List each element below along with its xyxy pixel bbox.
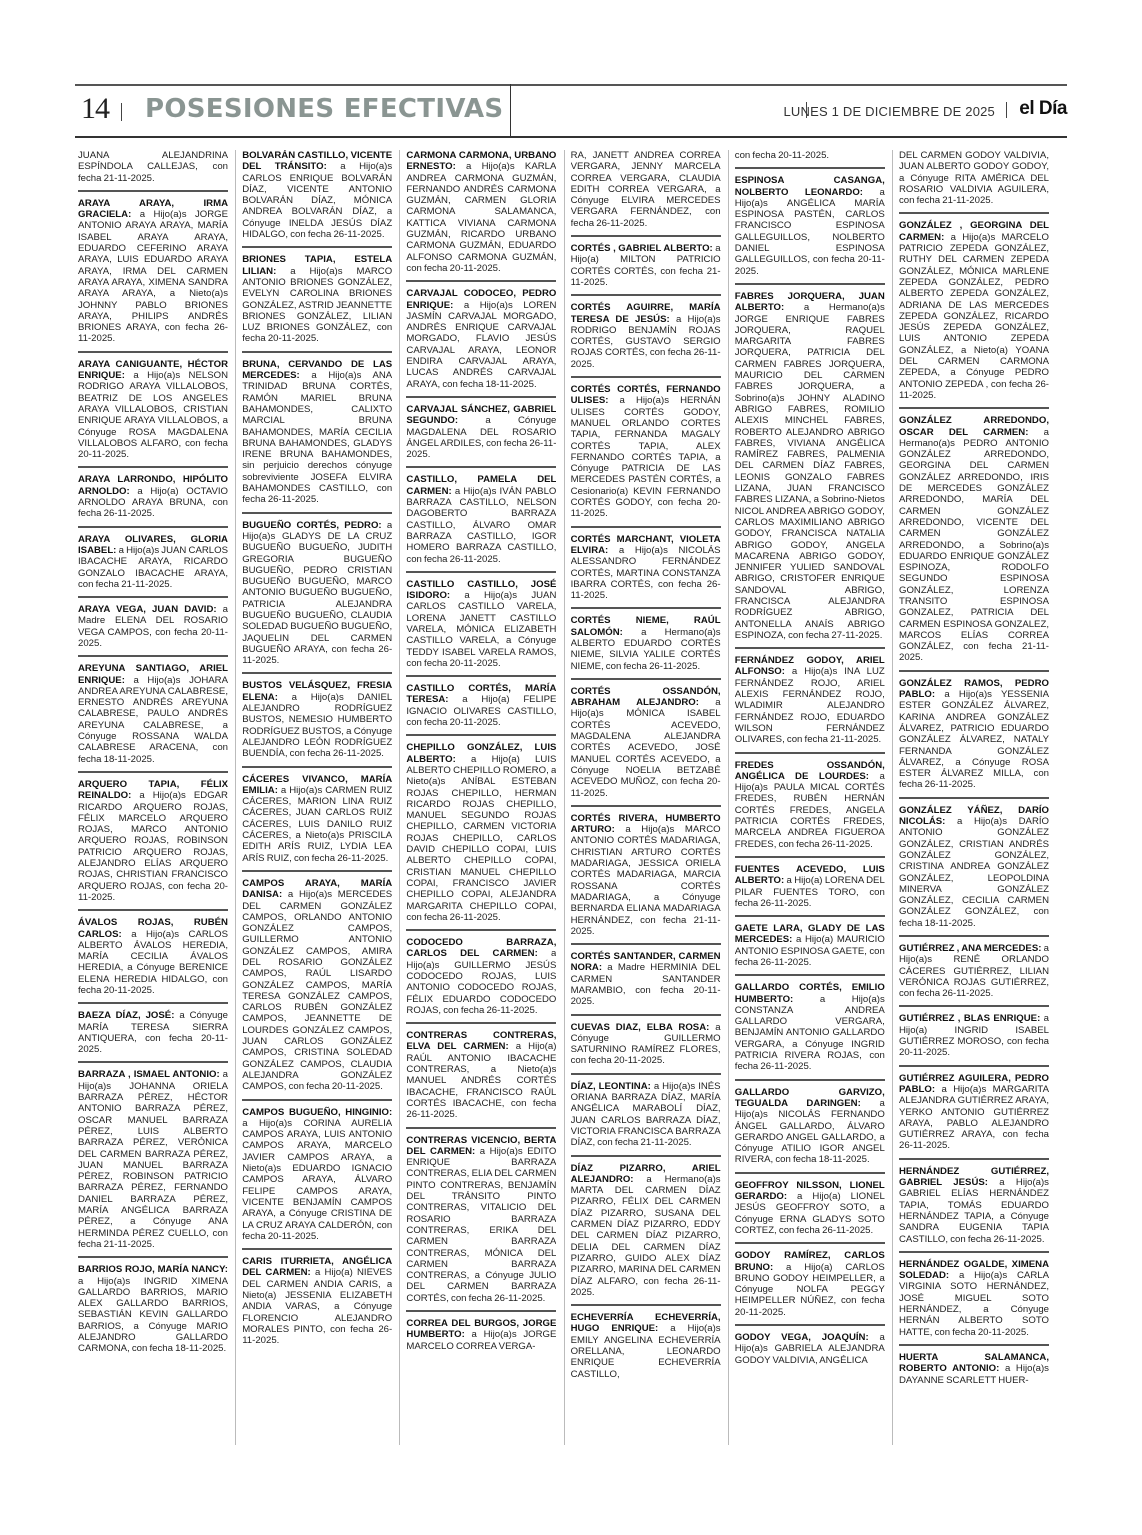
heirs-text: a Hijo(a)s NICOLÁS ALESSANDRO FERNÁNDEZ CORTÉS, MARTINA CONSTANZA IBARRA CORTÉS, con fecha 26-11-2025. (570, 544, 721, 602)
notice-entry (899, 150, 1049, 214)
notice-entry (242, 254, 392, 352)
deceased-name: BRUNA, CERVANDO DE LAS MERCEDES: (242, 358, 393, 382)
deceased-name: GONZÁLEZ , GEORGINA DEL CARMEN: (899, 220, 1049, 243)
column-6 (899, 150, 1049, 1450)
deceased-name: CASTILLO, PAMELA DEL CARMEN: (406, 474, 557, 497)
heirs-text: a Hijo(a) NIEVES DEL CARMEN ANDIA CARIS, a Nieto(a) JESSENIA ELIZABETH ANDIA VARAS, a Cónyuge FLORENCIO ALEJANDRO MORALES PINTO, con fecha 26-11-2025. (242, 1267, 393, 1347)
deceased-name: ÁVALOS ROJAS, RUBÉN CARLOS: (78, 917, 228, 940)
heirs-text: a Hijo(a) RAÚL ANTONIO IBACACHE CONTRERAS, a Nieto(a)s MANUEL ANDRÉS CORTÉS IBACACHE, FRANCISCO RAÚL CORTÉS IBACACHE, con fecha 26-11-2025. (406, 1041, 557, 1121)
notice-entry (406, 1318, 556, 1358)
heirs-text: a Hijo(a) CARLOS BRUNO GODOY HEIMPELLER, a Cónyuge NOLFA PEGGY HEIMPELLER NÚÑEZ, con fecha 20-11-2025. (734, 1261, 885, 1318)
deceased-name: CÁCERES VIVANCO, MARÍA EMILIA: (242, 773, 393, 796)
deceased-name: CORTÉS AGUIRRE, MARÍA TERESA DE JESÚS: (570, 302, 721, 325)
deceased-name: GONZÁLEZ RAMOS, PEDRO PABLO: (899, 677, 1049, 701)
column-3 (406, 150, 556, 1450)
heirs-text: a Hijo(a)s KARLA ANDREA CARMONA GUZMÁN, FERNANDO ANDRÉS CARMONA GUZMÁN, CARMEN GLORIA CARMONA SALAMANCA, KATTICA VIVIANA CARMONA GUZMÁN, RICARDO URBANO CARMONA GUZMÁN, EDUARDO ALFONSO CARMONA GUZMÁN, con fecha 20-11-2025. (406, 161, 557, 274)
deceased-name: HERNÁNDEZ GUTIÉRREZ, GABRIEL JESÚS: (899, 1165, 1049, 1189)
deceased-name: GEOFFROY NILSSON, LIONEL GERARDO: (734, 1179, 885, 1203)
heirs-text: a Hijo(a)s MERCEDES DEL CARMEN GONZÁLEZ CAMPOS, ORLANDO ANTONIO GONZÁLEZ CAMPOS, GUILLERMO ANTONIO GONZÁLEZ CAMPOS, AMIRA DEL ROSARIO GONZÁLEZ CAMPOS, RAÚL LISARDO GONZÁLEZ CAMPOS, MARÍA TERESA GONZÁLEZ CAMPOS, CARLOS RUBÉN GONZÁLEZ CAMPOS, JEANNETTE DE LOURDES GONZÁLEZ CAMPOS, JUAN CARLOS GONZÁLEZ CAMPOS, CRISTINA SOLEDAD GONZÁLEZ CAMPOS, CLAUDIA ALEJANDRA GONZÁLEZ CAMPOS, con fecha 20-11-2025. (242, 889, 393, 1093)
heirs-text: a Hermano(a)s ALBERTO EDUARDO CORTÉS NIEME, SILVIA YALILE CORTÉS NIEME, con fecha 26-11-2025. (570, 626, 721, 672)
deceased-name: FERNÁNDEZ GODOY, ARIEL ALFONSO: (734, 655, 885, 678)
notice-entry (78, 1264, 228, 1360)
deceased-name: CORTÉS , GABRIEL ALBERTO: (570, 243, 713, 255)
notice-entry (406, 1135, 556, 1312)
notice-entry (735, 1250, 885, 1326)
notice-entry (242, 1107, 392, 1251)
issue-date: LUNES 1 DE DICIEMBRE DE 2025 (783, 104, 995, 119)
column-divider (564, 150, 565, 1445)
notice-entry (406, 937, 556, 1024)
heirs-text: a Hijo(a)s NICOLÁS FERNANDO ÁNGEL GALLARDO, ÁLVARO GERARDO ANGEL GALLARDO, a Cónyuge ATILIO IGOR ANGEL RIVERA, con fecha 18-11-2025. (734, 1097, 885, 1166)
notice-entry (735, 864, 885, 917)
column-divider (235, 150, 236, 1445)
heirs-text: a Hermano(a)s MARTA DEL CARMEN DÍAZ PIZARRO, FÉLIX DEL CARMEN DÍAZ PIZARRO, SUSANA DEL CARMEN DÍAZ PIZARRO, EDDY DEL CARMEN DÍAZ PIZARRO, DELIA DEL CARMEN DÍAZ PIZARRO, GUIDO ALEX DÍAZ PIZARRO, MARINA DEL CARMEN DÍAZ ALFARO, con fecha 26-11-2025. (570, 1173, 721, 1298)
heirs-text: a Hijo(a)s EDITO ENRIQUE BARRAZA CONTRERAS, ELIA DEL CARMEN PINTO CONTRERAS, BENJAMÍN DEL TRÁNSITO PINTO CONTRERAS, VITALICIO DEL ROSARIO BARRAZA CONTRERAS, ERIKA DEL CARMEN BARRAZA CONTRERAS, MÓNICA DEL CARMEN BARRAZA CONTRERAS, a Cónyuge JULIO DEL CARMEN BARRAZA CORTÉS, con fecha 26-11-2025. (406, 1145, 557, 1304)
heirs-text: a Hijo(a) OCTAVIO ARNOLDO ARAYA BRUNA, con fecha 26-11-2025. (78, 485, 228, 520)
heirs-text: a Hijo(a)s JUAN CARLOS IBACACHE ARAYA, RICARDO GONZALO IBACACHE ARAYA, con fecha 21-11-2025. (78, 544, 228, 590)
notice-entry (406, 742, 556, 931)
brand-divider (1006, 102, 1007, 118)
heirs-text: a Hijo(a)s ANGÉLICA MARÍA ESPINOSA PASTÉN, CARLOS FRANCISCO ESPINOSA GALLEGUILLOS, NOLBERTO DANIEL ESPINOSA GALLEGUILLOS, con fecha 20-11-2025. (734, 186, 885, 277)
heirs-text: a Hijo(a)s YESSENIA ESTER GONZÁLEZ ÁLVAREZ, KARINA ANDREA GONZÁLEZ ÁLVAREZ, PATRICIO EDUARDO GONZÁLEZ ÁLVAREZ, NATALY FERNANDA GONZÁLEZ ÁLVAREZ, a Cónyuge ROSA ESTER ÁLVAREZ MILLA, con fecha 26-11-2025. (899, 689, 1049, 791)
notice-entry (735, 760, 885, 858)
notice-entry (78, 150, 228, 192)
notice-entry (78, 663, 228, 773)
heirs-text: a Hijo(a)s JUAN CARLOS CASTILLO VARELA, LORENA JANETT CASTILLO VARELA, MÓNICA ELIZABETH CASTILLO VARELA, a Cónyuge TEDDY ISABEL VARELA RAMOS, con fecha 20-11-2025. (406, 590, 557, 669)
notice-entry (899, 1013, 1049, 1066)
deceased-name: AREYUNA SANTIAGO, ARIEL ENRIQUE: (78, 663, 228, 686)
heirs-text: a Hijo(a)s DARÍO ANTONIO GONZÁLEZ GONZÁLEZ, CRISTIAN ANDRÉS GONZÁLEZ GONZÁLEZ, CRISTINA ANDREA GONZÁLEZ GONZÁLEZ, LEOPOLDINA MINERVA GONZÁLEZ GONZÁLEZ, CECILIA CARMEN GONZÁLEZ GONZÁLEZ, con fecha 18-11-2025. (899, 816, 1049, 929)
heirs-text: a Hermano(a)s JORGE ENRIQUE FABRES JORQUERA, RAQUEL MARGARITA FABRES JORQUERA, PATRICIA DEL CARMEN FABRES JORQUERA, MAURICIO DEL CARMEN FABRES JORQUERA, a Sobrino(a)s JOHNY ALADINO ABRIGO FABRES, ROMILIO ALEXIS MINCHEL FABRES, ROBERTO ALEJANDRO ABRIGO FABRES, VIVIANA ANGÉLICA RAMÍREZ FABRES, PALMENIA DEL CARMEN DÍAZ FABRES, LEONIS GONZALO FABRES LIZANA, JUAN FRANCISCO FABRES LIZANA, a Sobrino-Nietos NICOL ANDREA ABRIGO GODOY, CARLOS MAXIMILIANO ABRIGO GODOY, FRANCISCA NATALIA ABRIGO GODOY, ANGELA MACARENA ABRIGO GODOY, JENNIFER YULIED SANDOVAL ABRIGO, CRISTOFER ENRIQUE SANDOVAL ABRIGO, FRANCISCA ALEJANDRA RODRÍGUEZ ABRIGO, ANTONELLA ANAÍS ABRIGO ESPINOZA, con fecha 27-11-2025. (734, 302, 885, 641)
notice-entry (899, 805, 1049, 937)
heirs-text: a Hijo(a)s GABRIEL ELÍAS HERNÁNDEZ TAPIA, TOMÁS EDUARDO HERNÁNDEZ TAPIA, a Cónyuge SANDRA EUGENIA TAPIA CASTILLO, con fecha 26-11-2025. (899, 1177, 1049, 1245)
deceased-name: CORTÉS CORTÉS, FERNANDO ULISES: (570, 384, 721, 407)
notice-entry (406, 579, 556, 677)
notice-entry (78, 1010, 228, 1063)
deceased-name: CARVAJAL CODOCEO, PEDRO ENRIQUE: (406, 288, 557, 311)
heirs-text: a Hijo(a)s GLADYS DE LA CRUZ BUGUEÑO BUGUEÑO, JUDITH GREGORIA BUGUEÑO BUGUEÑO, PEDRO CRISTIAN BUGUEÑO BUGUEÑO, MARCO ANTONIO BUGUEÑO BUGUEÑO, PATRICIA ALEJANDRA BUGUEÑO BUGUEÑO, CLAUDIA SOLEDAD BUGUEÑO BUGUEÑO, JAQUELIN DEL CARMEN BUGUEÑO ARAYA, con fecha 26-11-2025. (242, 519, 393, 667)
newspaper-logo: el Día (1019, 98, 1067, 119)
deceased-name: ARAYA LARRONDO, HIPÓLITO ARNOLDO: (78, 474, 228, 497)
deceased-name: GONZÁLEZ ARREDONDO, OSCAR DEL CARMEN: (899, 415, 1049, 438)
deceased-name: BOLVARÁN CASTILLO, VICENTE DEL TRÁNSITO: (242, 150, 393, 173)
notice-entry (78, 474, 228, 527)
notice-entry (899, 1166, 1049, 1253)
deceased-name: GALLARDO GARVIZO, TEGUALDA DARINGEN: (734, 1086, 885, 1109)
notice-entry (735, 291, 885, 649)
column-divider (892, 150, 893, 1445)
heirs-text: a Hijo(a) MAURICIO ANTONIO ESPINOSA GAETE, con fecha 26-11-2025. (734, 934, 885, 968)
heirs-text: a Cónyuge MARÍA TERESA SIERRA ANTIQUERA, con fecha 20-11-2025. (78, 1010, 228, 1056)
notice-entry (242, 1256, 392, 1352)
notice-entry (571, 813, 721, 945)
header-divider (121, 103, 122, 121)
notice-entry (899, 415, 1049, 672)
deceased-name: FUENTES ACEVEDO, LUIS ALBERTO: (734, 863, 885, 887)
column-1 (78, 150, 228, 1450)
deceased-name: CODOCEDO BARRAZA, CARLOS DEL CARMEN: (406, 937, 557, 960)
notice-entry (899, 1352, 1049, 1392)
heirs-text: a Hijo(a)s CARLOS ENRIQUE BOLVARÁN DÍAZ, VICENTE ANTONIO BOLVARÁN DÍAZ, MÓNICA ANDREA BOLVARÁN DÍAZ, a Cónyuge INELDA JESÚS DÍAZ HIDALGO, con fecha 26-11-2025. (242, 161, 393, 241)
deceased-name: CONTRERAS VICENCIO, BERTA DEL CARMEN: (406, 1134, 557, 1157)
column-divider (399, 150, 400, 1445)
notice-entry (735, 1087, 885, 1174)
notice-entry (571, 1081, 721, 1157)
notice-entry (78, 359, 228, 469)
heirs-text: a Hijo(a)s EMILY ANGELINA ECHEVERRÍA ORELLANA, LEONARDO ENRIQUE ECHEVERRÍA CASTILLO, (570, 1323, 721, 1380)
heirs-text: a Cónyuge MAGDALENA DEL ROSARIO ÁNGEL ARDILES, con fecha 26-11-2025. (406, 415, 557, 461)
notice-entry (571, 384, 721, 528)
notice-entry (78, 779, 228, 911)
deceased-name: BAEZA DÍAZ, JOSÉ: (78, 1010, 175, 1022)
notice-entry (406, 404, 556, 468)
heirs-text: a Madre HERMINIA DEL CARMEN SANTANDER MARAMBIO, con fecha 20-11-2025. (570, 962, 721, 1008)
deceased-name: CHEPILLO GONZÁLEZ, LUIS ALBERTO: (406, 742, 557, 765)
deceased-name: CARVAJAL SÁNCHEZ, GABRIEL SEGUNDO: (406, 403, 557, 427)
column-5 (735, 150, 885, 1450)
notice-entry (242, 774, 392, 872)
notice-entry (242, 520, 392, 675)
heirs-text: a Hijo(a)s MARCO ANTONIO BRIONES GONZÁLEZ, EVELYN CAROLINA BRIONES GONZÁLEZ, ASTRID JEANNETTE BRIONES GONZÁLEZ, LILIAN LUZ BRIONES GONZÁLEZ, con fecha 20-11-2025. (242, 265, 393, 345)
notice-entry (899, 1259, 1049, 1346)
heirs-text: a Hijo(a)s CARLA VIRGINIA SOTO HERNÁNDEZ, JOSÉ MIGUEL SOTO HERNÁNDEZ, a Cónyuge HERNÁN ALBERTO SOTO HATTE, con fecha 20-11-2025. (899, 1270, 1049, 1338)
notice-entry (406, 474, 556, 572)
notice-entry (571, 951, 721, 1015)
heirs-text: a Hijo(a)s INÉS ORIANA BARRAZA DÍAZ, MARÍA ANGÉLICA MARABOLÍ DÍAZ, JUAN CARLOS BARRAZA DÍAZ, VICTORIA FRANCISCA BARRAZA DÍAZ, con fecha 21-11-2025. (570, 1080, 721, 1149)
notice-entry (899, 678, 1049, 799)
notice-entry (571, 534, 721, 610)
column-4 (571, 150, 721, 1450)
heirs-text: a Hijo(a)s IVÁN PABLO BARRAZA CASTILLO, NELSON DAGOBERTO BARRAZA CASTILLO, ÁLVARO OMAR BARRAZA CASTILLO, IGOR HOMERO BARRAZA CASTILLO, con fecha 26-11-2025. (406, 485, 557, 565)
heirs-text: a Hijo(a)s CORINA AURELIA CAMPOS ARAYA, LUIS ANTONIO CAMPOS ARAYA, MARCELO JAVIER CAMPOS ARAYA, a Nieto(a)s EDUARDO IGNACIO CAMPOS ARAYA, ÁLVARO FELIPE CAMPOS ARAYA, VICENTE BENJAMÍN CAMPOS ARAYA, a Cónyuge CRISTINA DE LA CRUZ ARAYA CALDERÓN, con fecha 20-11-2025. (242, 1117, 393, 1242)
heirs-text: a Cónyuge GUILLERMO SATURNINO RAMÍREZ FLORES, con fecha 20-11-2025. (570, 1021, 721, 1067)
notice-entry (78, 534, 228, 598)
deceased-name: CONTRERAS CONTRERAS, ELVA DEL CARMEN: (406, 1030, 557, 1053)
heirs-text: a Hijo(a)s JOHANNA ORIELA BARRAZA PÉREZ, HÉCTOR ANTONIO BARRAZA PÉREZ, OSCAR MANUEL BARRAZA PÉREZ, LUIS ALBERTO BARRAZA PÉREZ, VERÓNICA DEL CARMEN BARRAZA PÉREZ, JUAN MANUEL BARRAZA PÉREZ, ROBINSON PATRICIO BARRAZA PÉREZ, FERNANDO DANIEL BARRAZA PÉREZ, MARÍA ANGÉLICA BARRAZA PÉREZ, a Cónyuge ANA HERMINDA PÉREZ CUELLO, con fecha 21-11-2025. (78, 1069, 228, 1250)
notice-entry (242, 878, 392, 1101)
heirs-text: con fecha 20-11-2025. (734, 150, 830, 161)
deceased-name: ESPINOSA CASANGA, NOLBERTO LEONARDO: (734, 175, 885, 198)
heirs-text: a Hijo(a) LUIS ALBERTO CHEPILLO ROMERO, a Nieto(a)s ANÍBAL ESTEBAN ROJAS CHEPILLO, HERMAN RICARDO ROJAS CHEPILLO, MANUEL SEGUNDO ROJAS CHEPILLO, CARMEN VICTORIA ROJAS CHEPILLO, CARLOS DAVID CHEPILLO COPAI, LUIS ALBERTO CHEPILLO COPAI, CRISTIAN MANUEL CHEPILLO COPAI, FRANCISCO JAVIER CHEPILLO COPAI, ALEJANDRA MARGARITA CHEPILLO COPAI, con fecha 26-11-2025. (406, 753, 557, 923)
heirs-text: JUANA ALEJANDRINA ESPÍNDOLA CALLEJAS, con fecha 21-11-2025. (78, 150, 228, 184)
heirs-text: a Hermano(a)s PEDRO ANTONIO GONZÁLEZ ARREDONDO, GEORGINA DEL CARMEN GONZÁLEZ ARREDONDO, IRIS DE MERCEDES GONZÁLEZ ARREDONDO, MARÍA DEL CARMEN GONZÁLEZ ARREDONDO, VICENTE DEL CARMEN GONZÁLEZ ARREDONDO, a Sobrino(a)s EDUARDO ENRIQUE GONZÁLEZ ESPINOZA, RODOLFO SEGUNDO ESPINOSA GONZÁLEZ, LORENZA TRANSITO ESPINOSA GONZALEZ, PATRICIA DEL CARMEN ESPINOSA GONZALEZ, MARCOS ELÍAS CORREA GONZÁLEZ, con fecha 21-11-2025. (899, 426, 1049, 664)
deceased-name: CORTÉS RIVERA, HUMBERTO ARTURO: (570, 812, 721, 836)
heirs-text: a Hijo(a)s GABRIELA ALEJANDRA GODOY VALDIVIA, ANGÉLICA (734, 1332, 885, 1366)
deceased-name: CASTILLO CORTÉS, MARÍA TERESA: (406, 683, 557, 706)
notice-entry (571, 243, 721, 296)
heirs-text: a Madre ELENA DEL ROSARIO VEGA CAMPOS, con fecha 20-11-2025. (78, 604, 228, 649)
column-divider (728, 150, 729, 1445)
heirs-text: a Hijo(a)s INA LUZ FERNÁNDEZ ROJO, ARIEL ALEXIS FERNÁNDEZ ROJO, WLADIMIR ALEJANDRO FERNÁNDEZ ROJO, EDUARDO WILSON FERNÁNDEZ OLIVARES, con fecha 21-11-2025. (734, 666, 885, 746)
deceased-name: FREDES OSSANDÓN, ANGÉLICA DE LOURDES: (734, 759, 885, 782)
heirs-text: a Hijo(a)s RODRIGO BENJAMÍN ROJAS CORTÉS, GUSTAVO SERGIO ROJAS CORTÉS, con fecha 26-11-2025. (570, 313, 721, 370)
deceased-name: DÍAZ, LEONTINA: (570, 1080, 651, 1092)
notice-entry (406, 1030, 556, 1128)
deceased-name: CORTÉS SANTANDER, CARMEN NORA: (570, 951, 721, 974)
notice-entry (406, 288, 556, 398)
heirs-text: a Hijo(a)s JORGE MARCELO CORREA VERGA- (406, 1329, 557, 1352)
heirs-text: a Hijo(a)s ANA TRINIDAD BRUNA CORTÉS, RAMÓN MARIEL BRUNA BAHAMONDES, CALIXTO MARCIAL BRUNA BAHAMONDES, MARÍA CECILIA BRUNA BAHAMONDES, GLADYS IRENE BRUNA BAHAMONDES, sin perjuicio derechos cónyuge sobreviviente JOSEFA ELVIRA BAHAMONDES CASTILLO, con fecha 26-11-2025. (242, 370, 393, 506)
page-header (75, 84, 1067, 138)
heirs-text: a Hijo(a)s INGRID XIMENA GALLARDO BARRIOS, MARIO ALEX GALLARDO BARRIOS, SEBASTIÁN KEVIN GALLARDO BARRIOS, a Cónyuge MARIO ALEJANDRO GALLARDO CARMONA, con fecha 18-11-2025. (78, 1275, 228, 1355)
heirs-text: a Hijo(a)s LOREN JASMÍN CARVAJAL MORGADO, ANDRÉS ENRIQUE CARVAJAL MORGADO, FLAVIO JESÚS CARVAJAL ARAYA, LEONOR ENDIRA CARVAJAL ARAYA, LUCAS ANDRÉS CARVAJAL ARAYA, con fecha 18-11-2025. (406, 299, 557, 390)
notice-entry (78, 917, 228, 1004)
deceased-name: HERNÁNDEZ OGALDE, XIMENA SOLEDAD: (899, 1258, 1049, 1282)
notice-entry (571, 302, 721, 378)
deceased-name: GONZÁLEZ YÁÑEZ, DARÍO NICOLÁS: (899, 804, 1049, 828)
heirs-text: a Hijo(a) MILTON PATRICIO CORTÉS CORTÉS, con fecha 21-11-2025. (570, 243, 721, 288)
deceased-name: BARRIOS ROJO, MARÍA NANCY: (78, 1264, 228, 1276)
heirs-text: RA, JANETT ANDREA CORREA VERGARA, JENNY MARCELA CORREA VERGARA, CLAUDIA EDITH CORREA VERGARA, a Cónyuge ELVIRA MERCEDES VERGARA FERNÁNDEZ, con fecha 26-11-2025. (570, 150, 721, 229)
deceased-name: BUGUEÑO CORTÉS, PEDRO: (242, 519, 382, 531)
deceased-name: GODOY VEGA, JOAQUÍN: (734, 1332, 869, 1344)
heirs-text: a Hijo(a)s RENÉ ORLANDO CÁCERES GUTIÉRREZ, LILIAN VERÓNICA ROJAS GUTIÉRREZ, con fecha 26-11-2025. (899, 943, 1049, 1000)
deceased-name: CORREA DEL BURGOS, JORGE HUMBERTO: (406, 1318, 557, 1341)
heirs-text: a Hijo(a)s MARGARITA ALEJANDRA GUTIÉRREZ ARAYA, YERKO ANTONIO GUTIÉRREZ ARAYA, PABLO ALEJANDRO GUTIÉRREZ ARAYA, con fecha 26-11-2025. (899, 1083, 1049, 1152)
notice-entry (242, 680, 392, 767)
deceased-name: CARMONA CARMONA, URBANO ERNESTO: (406, 150, 557, 173)
column-2 (242, 150, 392, 1450)
deceased-name: GALLARDO CORTÉS, EMILIO HUMBERTO: (734, 982, 885, 1005)
notice-columns (78, 150, 1068, 1450)
notice-entry (78, 198, 228, 353)
heirs-text: a Hijo(a)s CARMEN RUIZ CÁCERES, MARION LINA RUIZ CÁCERES, JUAN CARLOS RUIZ CÁCERES, LUIS DANILO RUIZ CÁCERES, a Nieto(a)s PRISCILA EDITH ARÍS RUIZ, LYDIA LEA ARÍS RUIZ, con fecha 26-11-2025. (242, 784, 393, 864)
deceased-name: FABRES JORQUERA, JUAN ALBERTO: (734, 290, 885, 314)
deceased-name: ECHEVERRÍA ECHEVERRÍA, HUGO ENRIQUE: (570, 1312, 721, 1335)
heirs-text: a Hijo(a)s EDGAR RICARDO ARQUERO ROJAS, FÉLIX MARCELO ARQUERO ROJAS, MARCO ANTONIO ARQUERO ROJAS, ROBINSON PATRICIO ARQUERO ROJAS, ALEJANDRO ELÍAS ARQUERO ROJAS, CHRISTIAN FRANCISCO ARQUERO ROJAS, con fecha 20-11-2025. (78, 790, 228, 903)
heirs-text: a Hijo(a)s DANIEL ALEJANDRO RODRÍGUEZ BUSTOS, NEMESIO HUMBERTO RODRÍGUEZ BUSTOS, a Cónyuge ALEJANDRO LEÓN RODRÍGUEZ BUENDÍA, con fecha 26-11-2025. (242, 691, 393, 760)
deceased-name: DÍAZ PIZARRO, ARIEL ALEJANDRO: (570, 1162, 721, 1185)
deceased-name: CORTÉS MARCHANT, VIOLETA ELVIRA: (570, 533, 721, 556)
deceased-name: CORTÉS NIEME, RAÚL SALOMÓN: (570, 615, 721, 638)
notice-entry (571, 1312, 721, 1386)
notice-entry (735, 175, 885, 285)
heirs-text: a Hijo(a)s MARCO ANTONIO CORTÉS MADARIAGA, CHRISTIAN ARTURO CORTÉS MADARIAGA, JESSICA ORIELA CORTÉS MADARIAGA, MARCIA ROSSANA CORTÉS MADARIAGA, a Cónyuge BERNARDA ELIANA MADARIAGA HERNÁNDEZ, con fecha 21-11-2025. (570, 824, 721, 937)
notice-entry (242, 150, 392, 248)
deceased-name: ARAYA VEGA, JUAN DAVID: (78, 604, 217, 616)
heirs-text: a Hijo(a)s PAULA MICAL CORTÉS FREDES, RUBÉN HERNÁN CORTÉS FREDES, ANGELA PATRICIA CORTÉS FREDES, MARCELA ANDREA FIGUEROA FREDES, con fecha 26-11-2025. (734, 770, 885, 850)
deceased-name: ARAYA ARAYA, IRMA GRACIELA: (78, 197, 228, 221)
header-vertical-rule (510, 84, 511, 136)
deceased-name: GODOY RAMÍREZ, CARLOS BRUNO: (734, 1250, 885, 1273)
deceased-name: ARAYA OLIVARES, GLORIA ISABEL: (78, 533, 228, 556)
notice-entry (899, 1073, 1049, 1160)
deceased-name: BARRAZA , ISMAEL ANTONIO: (78, 1069, 220, 1081)
heirs-text: a Hijo(a) FELIPE IGNACIO OLIVARES CASTILLO, con fecha 20-11-2025. (406, 694, 557, 729)
deceased-name: GAETE LARA, GLADY DE LAS MERCEDES: (734, 923, 885, 946)
heirs-text: a Hijo(a)s MÓNICA ISABEL CORTÉS ACEVEDO, MAGDALENA ALEJANDRA CORTÉS ACEVEDO, JOSÉ MANUEL CORTÉS ACEVEDO, a Cónyuge NOELIA BETZABÉ ACEVEDO MUÑOZ, con fecha 20-11-2025. (570, 697, 721, 799)
notice-entry (78, 1069, 228, 1258)
notice-entry (735, 1180, 885, 1244)
notice-entry (571, 150, 721, 237)
notice-entry (899, 943, 1049, 1007)
notice-entry (406, 683, 556, 736)
heirs-text: a Hijo(a) LIONEL JESÚS GEOFFROY SOTO, a Cónyuge ERNA GLADYS SOTO CORTEZ, con fecha 26-11-2025. (734, 1191, 885, 1236)
deceased-name: BRIONES TAPIA, ESTELA LILIAN: (242, 254, 393, 277)
heirs-text: a Hijo(a)s HERNÁN ULISES CORTÉS GODOY, MANUEL ORLANDO CORTES TAPIA, FERNANDA MAGALY CORTÉS TAPIA, ALEX FERNANDO CORTÉS TAPIA, a Cónyuge PATRICIA DE LAS MERCEDES PASTÉN CORTÉS, a Cesionario(a) KEVIN FERNANDO CORTÉS GODOY, con fecha 20-11-2025. (570, 395, 721, 520)
heirs-text: a Hijo(a)s JORGE ANTONIO ARAYA ARAYA, MARÍA ISABEL ARAYA ARAYA, EDUARDO CEFERINO ARAYA ARAYA, LUIS EDUARDO ARAYA ARAYA, IRMA DEL CARMEN ARAYA ARAYA, XIMENA SANDRA ARAYA ARAYA, a Nieto(a)s JOHNNY PABLO BRIONES ARAYA, PHILIPS ANDRÉS BRIONES ARAYA, con fecha 26-11-2025. (78, 209, 228, 345)
deceased-name: HUERTA SALAMANCA, ROBERTO ANTONIO: (899, 1351, 1049, 1375)
deceased-name: CAMPOS ARAYA, MARÍA DANISA: (242, 877, 393, 901)
heirs-text: a Hijo(a)s NELSON RODRIGO ARAYA VILLALOBOS, BEATRIZ DE LOS ANGELES ARAYA VILLALOBOS, CRISTIAN ENRIQUE ARAYA VILLALOBOS, a Cónyuge ROSA MAGDALENA VILLALOBOS ALFARO, con fecha 20-11-2025. (78, 370, 228, 461)
deceased-name: ARQUERO TAPIA, FÉLIX REINALDO: (78, 778, 228, 802)
deceased-name: GUTIÉRREZ , BLAS ENRIQUE: (899, 1013, 1041, 1025)
deceased-name: CORTÉS OSSANDÓN, ABRAHAM ALEJANDRO: (570, 685, 721, 709)
section-title: POSESIONES EFECTIVAS (145, 94, 504, 124)
heirs-text: a Hijo(a)s JOHARA ANDREA AREYUNA CALABRESE, ERNESTO ANDRÉS AREYUNA CALABRESE, PAULO ANDRÉS AREYUNA CALABRESE, a Cónyuge ROSSANA WALDA CALABRESE ARACENA, con fecha 18-11-2025. (78, 674, 228, 765)
notice-entry (735, 982, 885, 1080)
notice-entry (735, 923, 885, 976)
notice-entry (735, 1332, 885, 1372)
heirs-text: a Hijo(a)s GUILLERMO JESÚS CODOCEDO ROJAS, LUIS ANTONIO CODOCEDO ROJAS, FÉLIX EDUARDO CODOCEDO ROJAS, con fecha 26-11-2025. (406, 948, 557, 1016)
page-number: 14 (81, 92, 109, 125)
heirs-text: DEL CARMEN GODOY VALDIVIA, JUAN ALBERTO GODOY GODOY, a Cónyuge RITA AMÉRICA DEL ROSARIO VALDIVIA AGUILERA, con fecha 21-11-2025. (899, 150, 1049, 207)
deceased-name: GUTIÉRREZ , ANA MERCEDES: (899, 943, 1042, 954)
heirs-text: a Hijo(a) LORENA DEL PILAR FUENTES TORO, con fecha 26-11-2025. (734, 875, 885, 909)
heirs-text: a Hijo(a)s MARCELO PATRICIO ZEPEDA GONZÁLEZ, RUTHY DEL CARMEN ZEPEDA GONZÁLEZ, MÓNICA MARLENE ZEPEDA GONZÁLEZ, PEDRO ALBERTO ZEPEDA GONZÁLEZ, ADRIANA DE LAS MERCEDES ZEPEDA GONZÁLEZ, RICARDO JESÚS ZEPEDA GONZÁLEZ, LUIS ANTONIO ZEPEDA GONZÁLEZ, a Nieto(a) YOANA DEL CARMEN CARMONA ZEPEDA, a Cónyuge PEDRO ANTONIO ZEPEDA , con fecha 26-11-2025. (899, 231, 1049, 401)
notice-entry (78, 604, 228, 657)
deceased-name: CUEVAS DIAZ, ELBA ROSA: (570, 1021, 710, 1033)
deceased-name: CASTILLO CASTILLO, JOSÉ ISIDORO: (406, 578, 557, 602)
notice-entry (735, 150, 885, 169)
heirs-text: a Hijo(a) INGRID ISABEL GUTIÉRREZ MOROSO, con fecha 20-11-2025. (899, 1013, 1049, 1059)
notice-entry (571, 615, 721, 679)
heirs-text: a Hijo(a)s CARLOS ALBERTO ÁVALOS HEREDIA, MARÍA CECILIA ÁVALOS HEREDIA, a Cónyuge BERENICE ELENA HEREDIA HIDALGO, con fecha 20-11-2025. (78, 928, 228, 996)
heirs-text: a Hijo(a)s CONSTANZA ANDREA GALLARDO VERGARA, BENJAMÍN ANTONIO GALLARDO VERGARA, a Cónyuge INGRID PATRICIA RIVERA ROJAS, con fecha 26-11-2025. (734, 993, 885, 1073)
notice-entry (899, 220, 1049, 409)
deceased-name: BUSTOS VELÁSQUEZ, FRESIA ELENA: (242, 680, 393, 703)
notice-entry (242, 359, 392, 514)
notice-entry (571, 1163, 721, 1307)
notice-entry (571, 686, 721, 807)
notice-entry (571, 1022, 721, 1075)
notice-entry (406, 150, 556, 282)
deceased-name: GUTIÉRREZ AGUILERA, PEDRO PABLO: (899, 1072, 1049, 1095)
heirs-text: a Hijo(a)s DAYANNE SCARLETT HUER- (899, 1363, 1049, 1386)
deceased-name: CARIS ITURRIETA, ANGÉLICA DEL CARMEN: (242, 1256, 393, 1279)
deceased-name: CAMPOS BUGUEÑO, HINGINIO: (242, 1106, 393, 1118)
notice-entry (735, 655, 885, 753)
deceased-name: ARAYA CANIGUANTE, HÉCTOR ENRIQUE: (78, 358, 228, 382)
